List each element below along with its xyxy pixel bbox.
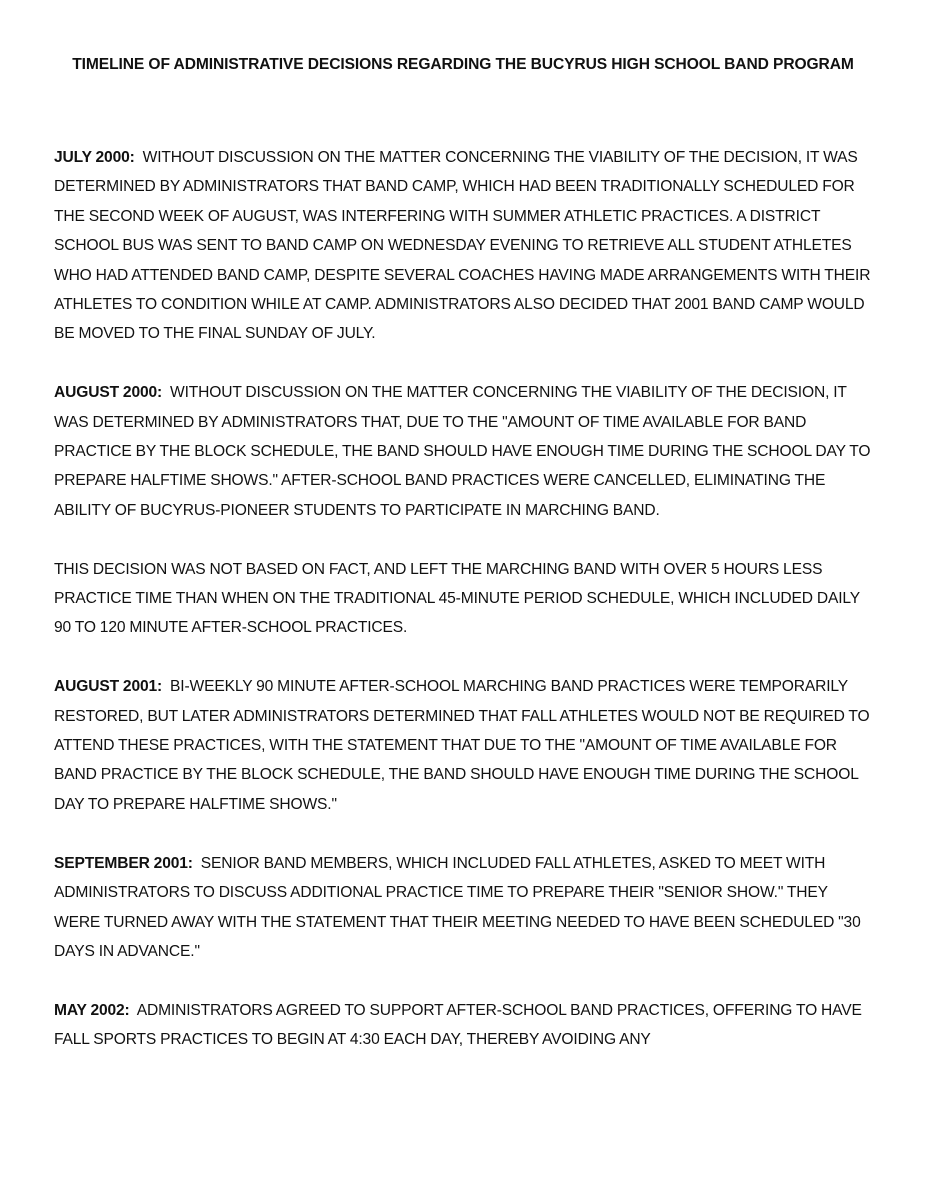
timeline-entry-note xyxy=(54,555,872,643)
document-page xyxy=(54,50,872,1084)
entry-date: AUGUST 2001: xyxy=(54,678,163,696)
timeline-entry-august-2001 xyxy=(54,672,872,819)
timeline-entry-may-2002 xyxy=(54,996,872,1055)
entry-date: MAY 2002: xyxy=(54,1001,130,1019)
timeline-entry-september-2001 xyxy=(54,849,872,967)
document-title: TIMELINE OF ADMINISTRATIVE DECISIONS REGARDING THE BUCYRUS HIGH SCHOOL BAND PROGRAM xyxy=(72,56,854,73)
timeline-entry-august-2000 xyxy=(54,378,872,525)
entry-text: THIS DECISION WAS NOT BASED ON FACT, AND LEFT THE MARCHING BAND WITH OVER 5 HOURS LESS PRACTICE TIME THAN WHEN ON THE TRADITIONAL 45-MINUTE PERIOD SCHEDULE, WHICH INCLUDED DAILY 90 TO 120 MINUTE AFTER-SCHOOL PRACTICES. xyxy=(54,560,860,637)
entry-text: WITHOUT DISCUSSION ON THE MATTER CONCERNING THE VIABILITY OF THE DECISION, IT WAS DETERMINED BY ADMINISTRATORS THAT BAND CAMP, WHICH HAD BEEN TRADITIONALLY SCHEDULED FOR THE SECOND WEEK OF AUGUST, WAS INTERFERING WITH SUMMER ATHLETIC PRACTICES. A DISTRICT SCHOOL BUS WAS SENT TO BAND CAMP ON WEDNESDAY EVENING TO RETRIEVE ALL STUDENT ATHLETES WHO HAD ATTENDED BAND CAMP, DESPITE SEVERAL COACHES HAVING MADE ARRANGEMENTS WITH THEIR ATHLETES TO CONDITION WHILE AT CAMP. ADMINISTRATORS ALSO DECIDED THAT 2001 BAND CAMP WOULD BE MOVED TO THE FINAL SUNDAY OF JULY. xyxy=(54,149,871,343)
entry-date: SEPTEMBER 2001: xyxy=(54,854,193,872)
entry-text: SENIOR BAND MEMBERS, WHICH INCLUDED FALL ATHLETES, ASKED TO MEET WITH ADMINISTRATORS TO DISCUSS ADDITIONAL PRACTICE TIME TO PREPARE THEIR "SENIOR SHOW." THEY WERE TURNED AWAY WITH THE STATEMENT THAT THEIR MEETING NEEDED TO HAVE BEEN SCHEDULED "30 DAYS IN ADVANCE." xyxy=(54,854,861,960)
entry-text: BI-WEEKLY 90 MINUTE AFTER-SCHOOL MARCHING BAND PRACTICES WERE TEMPORARILY RESTORED, BUT LATER ADMINISTRATORS DETERMINED THAT FALL ATHLETES WOULD NOT BE REQUIRED TO ATTEND THESE PRACTICES, WITH THE STATEMENT THAT DUE TO THE "AMOUNT OF TIME AVAILABLE FOR BAND PRACTICE BY THE BLOCK SCHEDULE, THE BAND SHOULD HAVE ENOUGH TIME DURING THE SCHOOL DAY TO PREPARE HALFTIME SHOWS." xyxy=(54,678,870,813)
timeline-entries xyxy=(54,143,872,1055)
entry-date: AUGUST 2000: xyxy=(54,384,163,402)
entry-text: WITHOUT DISCUSSION ON THE MATTER CONCERNING THE VIABILITY OF THE DECISION, IT WAS DETERMINED BY ADMINISTRATORS THAT, DUE TO THE "AMOUNT OF TIME AVAILABLE FOR BAND PRACTICE BY THE BLOCK SCHEDULE, THE BAND SHOULD HAVE ENOUGH TIME DURING THE SCHOOL DAY TO PREPARE HALFTIME SHOWS." AFTER-SCHOOL BAND PRACTICES WERE CANCELLED, ELIMINATING THE ABILITY OF BUCYRUS-PIONEER STUDENTS TO PARTICIPATE IN MARCHING BAND. xyxy=(54,384,871,519)
entry-text: ADMINISTRATORS AGREED TO SUPPORT AFTER-SCHOOL BAND PRACTICES, OFFERING TO HAVE FALL SPORTS PRACTICES TO BEGIN AT 4:30 EACH DAY, THEREBY AVOIDING ANY xyxy=(54,1001,862,1049)
timeline-entry-july-2000 xyxy=(54,143,872,349)
entry-date: JULY 2000: xyxy=(54,149,135,166)
